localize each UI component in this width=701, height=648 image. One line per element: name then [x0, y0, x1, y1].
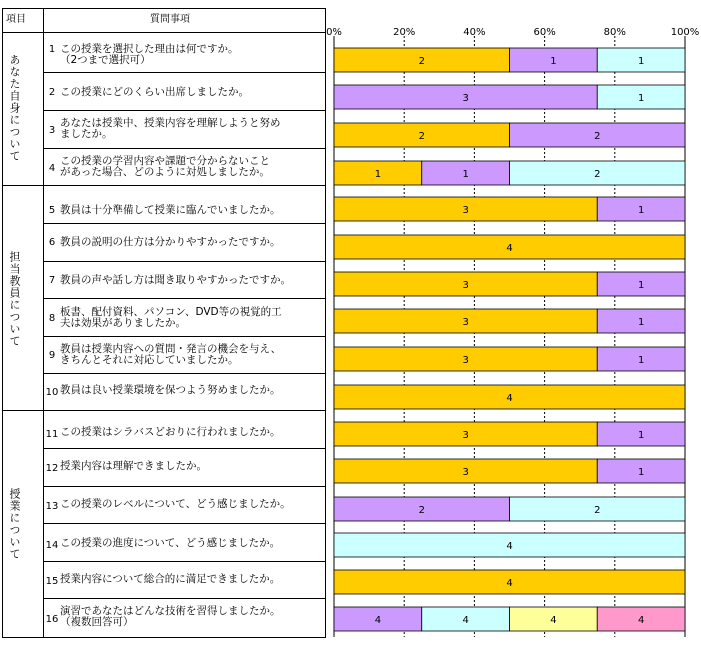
- question-number: 13: [45, 501, 59, 512]
- question-number: 14: [45, 540, 59, 551]
- question-text: この授業の学習内容や課題で分からないこと があった場合、どのように対処しましたか。: [60, 155, 270, 178]
- x-tick-label: 80%: [603, 27, 626, 38]
- bar-value-label: 4: [637, 615, 645, 626]
- section-label: 授業について: [8, 488, 21, 560]
- question-number: 16: [45, 614, 59, 625]
- bar-value-label: 1: [637, 430, 645, 441]
- question-number: 6: [48, 237, 56, 248]
- bar-value-label: 4: [374, 615, 382, 626]
- question-number: 11: [45, 429, 59, 440]
- x-tick-label: 20%: [393, 27, 416, 38]
- question-number: 3: [48, 125, 56, 136]
- bar-value-label: 1: [637, 355, 645, 366]
- section-label: 担当教員について: [8, 251, 21, 347]
- question-number: 7: [48, 275, 56, 286]
- question-number: 15: [45, 576, 59, 587]
- bar-value-label: 2: [594, 131, 601, 142]
- question-text: あなたは授業中、授業内容を理解しようと努め ましたか。: [60, 117, 281, 140]
- question-text: この授業はシラバスどおりに行われましたか。: [60, 426, 281, 438]
- question-text: 教員は授業内容への質問・発言の機会を与え、 きちんとそれに対応していましたか。: [60, 343, 282, 366]
- bar-value-label: 1: [637, 317, 645, 328]
- bar-value-label: 4: [550, 615, 557, 626]
- bar-value-label: 2: [594, 505, 601, 516]
- bar-value-label: 4: [506, 578, 513, 589]
- question-number: 1: [48, 44, 56, 55]
- bar-value-label: 4: [462, 615, 469, 626]
- question-text: この授業のレベルについて、どう感じましたか。: [60, 498, 291, 510]
- bar-value-label: 4: [506, 393, 513, 404]
- question-text: 教員は良い授業環境を保つよう努めましたか。: [60, 384, 281, 396]
- x-tick-label: 0%: [326, 27, 342, 38]
- x-tick-label: 100%: [670, 27, 700, 38]
- bar-value-label: 1: [462, 169, 469, 180]
- question-text: 授業内容について総合的に満足できましたか。: [60, 573, 281, 585]
- bar-value-label: 1: [637, 205, 645, 216]
- question-number: 10: [45, 387, 59, 398]
- bar-value-label: 2: [418, 505, 425, 516]
- question-column-header: 質問事項: [150, 14, 190, 25]
- x-tick-label: 60%: [533, 27, 556, 38]
- bar-value-label: 2: [594, 169, 601, 180]
- bar-value-label: 3: [462, 467, 469, 478]
- bar-value-label: 1: [637, 280, 645, 291]
- bar-value-label: 1: [550, 56, 557, 67]
- question-text: この授業にどのくらい出席しましたか。: [60, 86, 249, 98]
- bar-value-label: 3: [462, 93, 469, 104]
- question-text: 教員の声や話し方は聞き取りやすかったですか。: [60, 274, 291, 286]
- bar-value-label: 1: [637, 56, 645, 67]
- question-text: この授業の進度について、どう感じましたか。: [60, 537, 281, 549]
- bar-value-label: 2: [418, 131, 425, 142]
- x-tick-label: 40%: [463, 27, 486, 38]
- item-column-header: 項目: [6, 14, 26, 25]
- bar-value-label: 2: [418, 56, 425, 67]
- question-text: 授業内容は理解できましたか。: [60, 460, 207, 472]
- bar-value-label: 3: [462, 205, 469, 216]
- bar-value-label: 1: [637, 467, 645, 478]
- bar-value-label: 4: [506, 243, 513, 254]
- question-text: 板書、配付資料、パソコン、DVD等の視覚的工 夫は効果がありましたか。: [60, 306, 282, 329]
- question-number: 9: [48, 350, 56, 361]
- question-text: 教員は十分準備して授業に臨んでいましたか。: [60, 204, 281, 216]
- bar-value-label: 1: [374, 169, 382, 180]
- bar-value-label: 3: [462, 280, 469, 291]
- question-text: この授業を選択した理由は何ですか。 （2つまで選択可）: [60, 43, 239, 66]
- section-label: あなた自身について: [8, 54, 21, 162]
- question-number: 5: [48, 205, 56, 216]
- bar-value-label: 3: [462, 317, 469, 328]
- question-number: 4: [48, 163, 56, 174]
- bar-value-label: 4: [506, 541, 513, 552]
- question-text: 教員の説明の仕方は分かりやすかったですか。: [60, 236, 281, 248]
- bar-value-label: 1: [637, 93, 645, 104]
- bar-value-label: 3: [462, 355, 469, 366]
- question-number: 12: [45, 463, 59, 474]
- question-text: 演習であなたはどんな技術を習得しましたか。 （複数回答可）: [60, 605, 281, 628]
- question-number: 2: [48, 87, 56, 98]
- question-number: 8: [48, 313, 56, 324]
- bar-value-label: 3: [462, 430, 469, 441]
